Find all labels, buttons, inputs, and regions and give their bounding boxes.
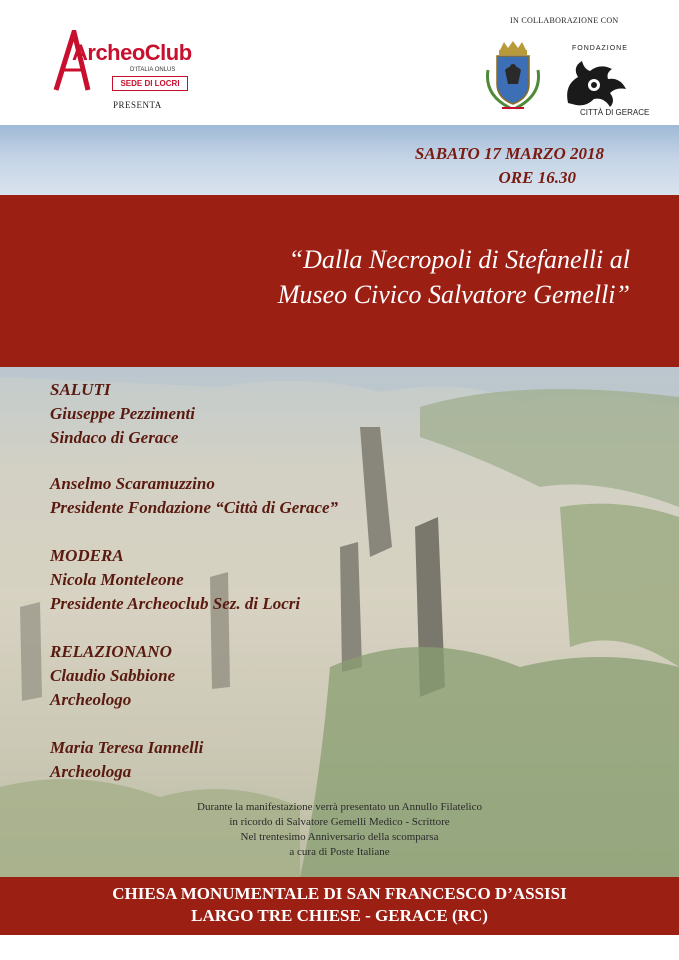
- note-line: Durante la manifestazione verrà presentato un Annullo Filatelico: [197, 801, 482, 813]
- fondazione-city: CITTÀ DI GERACE: [580, 108, 650, 117]
- program-role: Archeologo: [50, 690, 132, 709]
- logo-sede: SEDE DI LOCRI: [112, 76, 188, 91]
- event-date: SABATO 17 MARZO 2018: [414, 144, 604, 163]
- dragon-logo-icon: [560, 55, 632, 110]
- program-label-modera: MODERA: [50, 546, 124, 565]
- logo-name: ArcheoClub: [72, 40, 192, 65]
- program-label-relazionano: RELAZIONANO: [50, 642, 172, 661]
- venue-name: CHIESA MONUMENTALE DI SAN FRANCESCO D’ASSISI: [112, 884, 567, 903]
- program-role: Sindaco di Gerace: [50, 428, 179, 447]
- event-title: [170, 242, 630, 312]
- program-name: Claudio Sabbione: [50, 666, 176, 685]
- program-role: Presidente Fondazione “Città di Gerace”: [50, 498, 339, 517]
- collaboration-label: IN COLLABORAZIONE CON: [510, 16, 619, 25]
- program-name: Maria Teresa Iannelli: [50, 738, 204, 757]
- program-role: Presidente Archeoclub Sez. di Locri: [50, 594, 301, 613]
- venue-address: LARGO TRE CHIESE - GERACE (RC): [191, 906, 488, 925]
- logo-tagline: D'ITALIA ONLUS: [130, 67, 176, 73]
- title-line-2: Museo Civico Salvatore Gemelli”: [277, 280, 630, 309]
- note-line: Nel trentesimo Anniversario della scomparsa: [240, 831, 439, 843]
- program-name: Nicola Monteleone: [50, 570, 184, 589]
- fondazione-label: FONDAZIONE: [572, 45, 628, 52]
- header: [0, 0, 679, 125]
- program-role: Archeologa: [50, 762, 132, 781]
- archeoclub-logo: [52, 30, 192, 100]
- event-time: ORE 16.30: [498, 168, 576, 187]
- title-line-1: “Dalla Necropoli di Stefanelli al: [288, 245, 630, 274]
- presenta-label: PRESENTA: [113, 100, 162, 110]
- bottom-margin: [0, 935, 679, 960]
- program-label-saluti: SALUTI: [50, 380, 111, 399]
- program-name: Giuseppe Pezzimenti: [50, 404, 195, 423]
- program-name: Anselmo Scaramuzzino: [50, 474, 215, 493]
- municipal-crest-icon: [480, 40, 546, 114]
- note-line: in ricordo di Salvatore Gemelli Medico - Scrittore: [229, 816, 450, 828]
- note-line: a cura di Poste Italiane: [289, 846, 390, 858]
